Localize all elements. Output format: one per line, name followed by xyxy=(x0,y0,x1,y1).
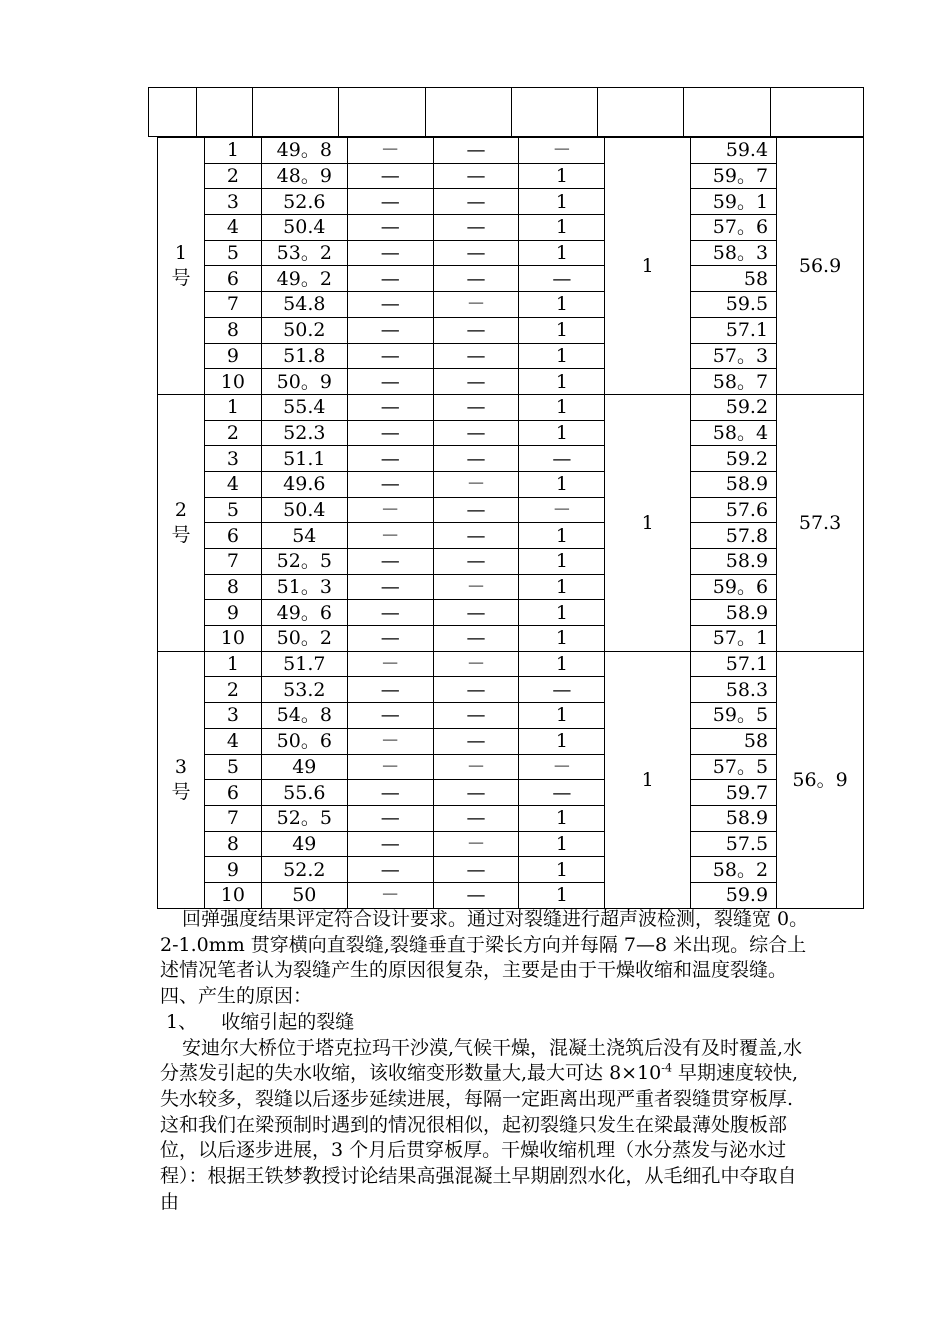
table-cell: 3 xyxy=(204,189,261,215)
table-cell: 59。1 xyxy=(691,189,777,215)
table-cell: 49。8 xyxy=(261,138,347,164)
table-cell: 49。6 xyxy=(261,600,347,626)
table-cell: 54.8 xyxy=(261,292,347,318)
table-cell: 59.2 xyxy=(691,446,777,472)
table-cell: 59.5 xyxy=(691,292,777,318)
table-cell: 8 xyxy=(204,831,261,857)
table-cell: 8 xyxy=(204,574,261,600)
table-cell: 1 xyxy=(519,343,605,369)
table-cell: 49.6 xyxy=(261,471,347,497)
group-mid-value: 1 xyxy=(605,138,691,395)
table-cell: － xyxy=(347,138,433,164)
group-average: 56.9 xyxy=(777,138,864,395)
header-cell xyxy=(339,88,425,137)
table-cell: 50 xyxy=(261,882,347,908)
table-cell: 1 xyxy=(519,471,605,497)
table-cell: 49 xyxy=(261,754,347,780)
table-cell: — xyxy=(347,600,433,626)
group-mid-value: 1 xyxy=(605,394,691,651)
table-cell: － xyxy=(347,497,433,523)
table-cell: 1 xyxy=(519,394,605,420)
table-cell: — xyxy=(433,215,519,241)
table-cell: — xyxy=(433,420,519,446)
header-cell xyxy=(425,88,511,137)
table-cell: — xyxy=(347,189,433,215)
table-cell: － xyxy=(433,831,519,857)
table-row xyxy=(158,523,864,549)
table-cell: 1 xyxy=(519,189,605,215)
table-cell: 59。6 xyxy=(691,574,777,600)
table-cell: 55.6 xyxy=(261,780,347,806)
table-cell: 54。8 xyxy=(261,703,347,729)
table-cell: — xyxy=(433,805,519,831)
table-cell: 57。3 xyxy=(691,343,777,369)
table-cell: 58.9 xyxy=(691,600,777,626)
paragraph-shrinkage-a: 安迪尔大桥位于塔克拉玛干沙漠,气候干燥，混凝土浇筑后没有及时覆盖,水分蒸发引起的失水收缩，该收缩变形数量大,最大可达 8×10 xyxy=(160,1036,803,1085)
table-cell: — xyxy=(433,626,519,652)
table-cell: 50。2 xyxy=(261,626,347,652)
paragraph-shrinkage-b: 早期速度较快, 失水较多，裂缝以后逐步延续进展，每隔一定距离出现严重者裂缝贯穿板厚.这和我们在梁预制时遇到的情况很相似，起初裂缝只发生在梁最薄处腹板部位，以后逐步进展，3 个月后贯穿板厚。干燥收缩机理（水分蒸发与泌水过程）：根据王铁梦教授讨论结果高强混凝土早期剧烈水化，从毛细孔中夺取自由 xyxy=(160,1062,799,1213)
table-row xyxy=(158,677,864,703)
table-cell: — xyxy=(519,780,605,806)
table-cell: — xyxy=(433,728,519,754)
table-cell: 5 xyxy=(204,240,261,266)
table-cell: 1 xyxy=(519,703,605,729)
table-body xyxy=(158,138,864,909)
table-cell: 10 xyxy=(204,369,261,395)
table-cell: 57.1 xyxy=(691,651,777,677)
table-cell: — xyxy=(347,240,433,266)
table-cell: － xyxy=(433,471,519,497)
table-cell: － xyxy=(519,754,605,780)
header-cell xyxy=(149,88,197,137)
table-cell: － xyxy=(519,138,605,164)
table-cell: — xyxy=(433,317,519,343)
table-row xyxy=(158,420,864,446)
table-cell: — xyxy=(347,780,433,806)
table-cell: 1 xyxy=(204,394,261,420)
exponent: -4 xyxy=(661,1061,672,1075)
table-cell: 1 xyxy=(519,369,605,395)
table-cell: 58.9 xyxy=(691,549,777,575)
table-cell: — xyxy=(347,831,433,857)
table-header-row xyxy=(148,87,864,137)
table-cell: 51.8 xyxy=(261,343,347,369)
table-cell: 58 xyxy=(691,728,777,754)
table-cell: — xyxy=(347,292,433,318)
group-mid-value: 1 xyxy=(605,651,691,908)
table-cell: 57。1 xyxy=(691,626,777,652)
table-cell: — xyxy=(433,343,519,369)
table-cell: — xyxy=(347,677,433,703)
table-row xyxy=(158,882,864,908)
table-cell: 52。5 xyxy=(261,805,347,831)
table-cell: 9 xyxy=(204,600,261,626)
table-row xyxy=(158,728,864,754)
table-cell: 59.9 xyxy=(691,882,777,908)
table-row xyxy=(158,574,864,600)
table-row xyxy=(158,471,864,497)
table-cell: 2 xyxy=(204,163,261,189)
table-row xyxy=(158,317,864,343)
table-cell: — xyxy=(433,266,519,292)
table-cell: — xyxy=(347,471,433,497)
table-cell: 9 xyxy=(204,343,261,369)
header-cell xyxy=(253,88,339,137)
table-cell: 4 xyxy=(204,728,261,754)
table-cell: 57.1 xyxy=(691,317,777,343)
table-cell: 1 xyxy=(519,626,605,652)
table-cell: — xyxy=(347,626,433,652)
table-row xyxy=(158,215,864,241)
table-cell: — xyxy=(433,497,519,523)
table-cell: — xyxy=(347,394,433,420)
table-cell: 1 xyxy=(519,523,605,549)
table-cell: 1 xyxy=(204,651,261,677)
table-cell: 6 xyxy=(204,780,261,806)
table-cell: 1 xyxy=(519,317,605,343)
table-cell: 1 xyxy=(519,651,605,677)
table-cell: 55.4 xyxy=(261,394,347,420)
table-row xyxy=(158,703,864,729)
table-cell: 1 xyxy=(519,728,605,754)
table-cell: 51.7 xyxy=(261,651,347,677)
table-cell: 58。3 xyxy=(691,240,777,266)
group-label: 2 号 xyxy=(158,394,205,651)
table-row xyxy=(158,754,864,780)
table-cell: 8 xyxy=(204,317,261,343)
table-cell: 5 xyxy=(204,497,261,523)
table-cell: — xyxy=(519,446,605,472)
table-cell: － xyxy=(347,728,433,754)
group-label: 3 号 xyxy=(158,651,205,908)
table-cell: 58。2 xyxy=(691,857,777,883)
table-cell: 6 xyxy=(204,266,261,292)
table-cell: — xyxy=(347,317,433,343)
table-row xyxy=(158,549,864,575)
paragraph-result: 回弹强度结果评定符合设计要求。通过对裂缝进行超声波检测，裂缝宽 0。2-1.0mm 贯穿横向直裂缝,裂缝垂直于梁长方向并每隔 7—8 米出现。综合上述情况笔者认为裂缝产生的原因很复杂，主要是由于干燥收缩和温度裂缝。 xyxy=(160,908,809,982)
table-cell: 1 xyxy=(519,831,605,857)
table-row xyxy=(158,394,864,420)
table-cell: — xyxy=(433,780,519,806)
table-row xyxy=(158,857,864,883)
table-cell: 4 xyxy=(204,215,261,241)
table-row xyxy=(158,497,864,523)
table-cell: 52.6 xyxy=(261,189,347,215)
table-cell: — xyxy=(433,549,519,575)
table-cell: 52.3 xyxy=(261,420,347,446)
table-cell: 50。6 xyxy=(261,728,347,754)
table-cell: － xyxy=(433,574,519,600)
table-cell: 2 xyxy=(204,677,261,703)
table-row xyxy=(158,266,864,292)
table-cell: — xyxy=(347,215,433,241)
table-cell: 49 xyxy=(261,831,347,857)
table-row xyxy=(158,189,864,215)
table-cell: — xyxy=(433,600,519,626)
table-cell: — xyxy=(347,446,433,472)
table-cell: 58。4 xyxy=(691,420,777,446)
table-cell: 1 xyxy=(519,805,605,831)
table-cell: 7 xyxy=(204,549,261,575)
table-cell: — xyxy=(347,266,433,292)
table-cell: 58.9 xyxy=(691,471,777,497)
table-cell: 1 xyxy=(519,549,605,575)
table-row xyxy=(158,292,864,318)
table-cell: 51.1 xyxy=(261,446,347,472)
table-cell: 1 xyxy=(519,882,605,908)
table-cell: 3 xyxy=(204,703,261,729)
table-cell: 57。5 xyxy=(691,754,777,780)
table-cell: 3 xyxy=(204,446,261,472)
table-row xyxy=(158,369,864,395)
table-cell: — xyxy=(433,523,519,549)
table-cell: — xyxy=(433,857,519,883)
table-cell: 58.3 xyxy=(691,677,777,703)
table-cell: 59.2 xyxy=(691,394,777,420)
table-row xyxy=(158,651,864,677)
group-average: 56。9 xyxy=(777,651,864,908)
table-cell: 1 xyxy=(519,574,605,600)
table-cell: 1 xyxy=(519,857,605,883)
group-average: 57.3 xyxy=(777,394,864,651)
table-cell: 53。2 xyxy=(261,240,347,266)
table-cell: 52.2 xyxy=(261,857,347,883)
table-cell: — xyxy=(347,343,433,369)
table-cell: 51。3 xyxy=(261,574,347,600)
table-row xyxy=(158,240,864,266)
table-cell: － xyxy=(519,497,605,523)
table-cell: — xyxy=(433,677,519,703)
table-cell: 50.4 xyxy=(261,497,347,523)
table-cell: — xyxy=(433,163,519,189)
table-cell: — xyxy=(433,189,519,215)
table-cell: 1 xyxy=(519,163,605,189)
table-row xyxy=(158,626,864,652)
table-cell: － xyxy=(347,754,433,780)
table-cell: － xyxy=(433,651,519,677)
table-cell: － xyxy=(347,882,433,908)
table-cell: 4 xyxy=(204,471,261,497)
table-cell: 59.4 xyxy=(691,138,777,164)
section-heading: 四、产生的原因： xyxy=(160,985,313,1008)
header-cell xyxy=(684,88,770,137)
table-cell: — xyxy=(347,805,433,831)
table-cell: — xyxy=(347,163,433,189)
table-cell: 57.5 xyxy=(691,831,777,857)
table-row xyxy=(158,446,864,472)
table-cell: 1 xyxy=(204,138,261,164)
header-cell xyxy=(196,88,253,137)
table-cell: 54 xyxy=(261,523,347,549)
table-cell: — xyxy=(433,394,519,420)
table-row xyxy=(158,831,864,857)
table-cell: 1 xyxy=(519,292,605,318)
table-cell: － xyxy=(347,523,433,549)
table-cell: 59.7 xyxy=(691,780,777,806)
table-cell: 7 xyxy=(204,292,261,318)
table-cell: 59。7 xyxy=(691,163,777,189)
table-cell: － xyxy=(433,754,519,780)
table-cell: 1 xyxy=(519,215,605,241)
strength-table xyxy=(157,137,864,909)
table-cell: 57。6 xyxy=(691,215,777,241)
table-cell: — xyxy=(433,369,519,395)
table-cell: — xyxy=(433,138,519,164)
table-cell: 6 xyxy=(204,523,261,549)
table-cell: 59。5 xyxy=(691,703,777,729)
table-cell: 58。7 xyxy=(691,369,777,395)
table-cell: 10 xyxy=(204,626,261,652)
subsection-heading: 1、 收缩引起的裂缝 xyxy=(160,1010,355,1033)
table-cell: — xyxy=(433,703,519,729)
table-row xyxy=(158,600,864,626)
group-label: 1 号 xyxy=(158,138,205,395)
table-cell: 57.8 xyxy=(691,523,777,549)
table-cell: － xyxy=(433,292,519,318)
table-cell: 52。5 xyxy=(261,549,347,575)
table-row xyxy=(158,780,864,806)
table-cell: — xyxy=(433,882,519,908)
table-cell: — xyxy=(347,549,433,575)
table-cell: 9 xyxy=(204,857,261,883)
table-row xyxy=(158,138,864,164)
table-cell: — xyxy=(347,420,433,446)
table-cell: — xyxy=(347,703,433,729)
table-row xyxy=(158,343,864,369)
table-cell: — xyxy=(519,266,605,292)
table-cell: — xyxy=(433,240,519,266)
paragraph-shrinkage xyxy=(160,1036,810,1216)
table-cell: 1 xyxy=(519,240,605,266)
table-cell: — xyxy=(433,446,519,472)
table-cell: — xyxy=(347,857,433,883)
table-cell: 10 xyxy=(204,882,261,908)
table-cell: 58 xyxy=(691,266,777,292)
table-cell: 50。9 xyxy=(261,369,347,395)
table-cell: 50.2 xyxy=(261,317,347,343)
table-cell: 49。2 xyxy=(261,266,347,292)
table-cell: 50.4 xyxy=(261,215,347,241)
table-cell: 1 xyxy=(519,420,605,446)
table-cell: 53.2 xyxy=(261,677,347,703)
table-row xyxy=(158,805,864,831)
table-cell: 58.9 xyxy=(691,805,777,831)
body-text xyxy=(160,907,810,1215)
table-cell: 5 xyxy=(204,754,261,780)
table-cell: — xyxy=(347,574,433,600)
table-cell: — xyxy=(519,677,605,703)
table-cell: 2 xyxy=(204,420,261,446)
table-cell: 57.6 xyxy=(691,497,777,523)
table-row xyxy=(158,163,864,189)
table-cell: 1 xyxy=(519,600,605,626)
table-cell: — xyxy=(347,369,433,395)
table-cell: － xyxy=(347,651,433,677)
header-cell xyxy=(511,88,597,137)
table-cell: 7 xyxy=(204,805,261,831)
header-cell xyxy=(770,88,863,137)
header-cell xyxy=(598,88,684,137)
table-cell: 48。9 xyxy=(261,163,347,189)
